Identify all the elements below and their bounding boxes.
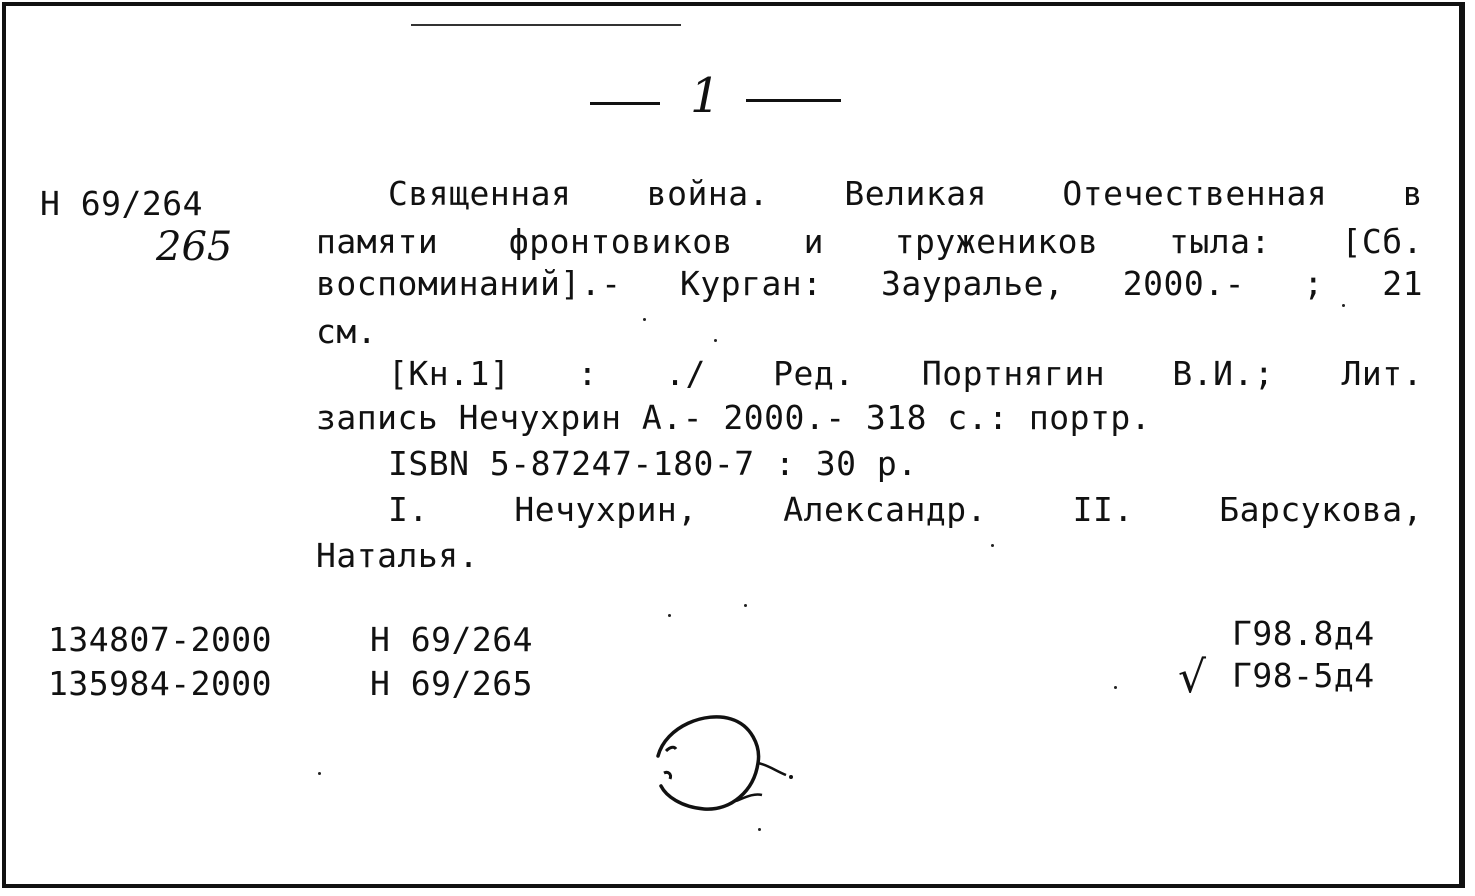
scan-speck — [744, 604, 747, 607]
title-line-3: воспоминаний].- Курган: Зауралье, 2000.- ; 21 — [316, 264, 1423, 303]
scan-speck — [991, 544, 994, 547]
added-entries-line-1: I. Нечухрин, Александр. II. Барсукова, — [388, 490, 1423, 529]
shelf-mark-handwritten: 265 — [156, 224, 233, 270]
volume-line-1: [Кн.1] : ./ Ред. Портнягин В.И.; Лит. — [388, 354, 1423, 393]
title-line-4: см. — [316, 312, 378, 351]
classification-code: Г98-5д4 — [1232, 656, 1375, 695]
scan-speck — [1342, 304, 1345, 307]
inventory-number: 135984-2000 — [48, 664, 273, 703]
card-number: 1 — [690, 68, 721, 124]
scan-speck — [318, 772, 321, 775]
scan-speck — [668, 614, 671, 617]
top-rule — [411, 24, 681, 26]
classification-code: Г98.8д4 — [1232, 614, 1375, 653]
check-mark-icon: √ — [1178, 652, 1207, 703]
title-line-1: Священная война. Великая Отечественная в — [388, 174, 1423, 213]
card-number-left-dash — [590, 102, 660, 105]
inventory-number: 134807-2000 — [48, 620, 273, 659]
holding-shelf-mark: Н 69/265 — [370, 664, 533, 703]
stamp-circle-icon — [636, 701, 826, 831]
scan-speck — [758, 828, 761, 831]
shelf-mark-primary: Н 69/264 — [40, 184, 203, 223]
volume-line-2: запись Нечухрин А.- 2000.- 318 с.: портр. — [316, 398, 1152, 437]
isbn-line: ISBN 5-87247-180-7 : 30 р. — [388, 444, 918, 483]
card-number-right-dash — [746, 99, 841, 102]
title-line-2: памяти фронтовиков и тружеников тыла: [Сб. — [316, 222, 1423, 261]
added-entries-line-2: Наталья. — [316, 536, 479, 575]
catalog-card — [2, 2, 1465, 888]
holding-shelf-mark: Н 69/264 — [370, 620, 533, 659]
scan-speck — [643, 318, 646, 321]
scan-speck — [714, 339, 717, 342]
scan-speck — [1114, 686, 1117, 689]
